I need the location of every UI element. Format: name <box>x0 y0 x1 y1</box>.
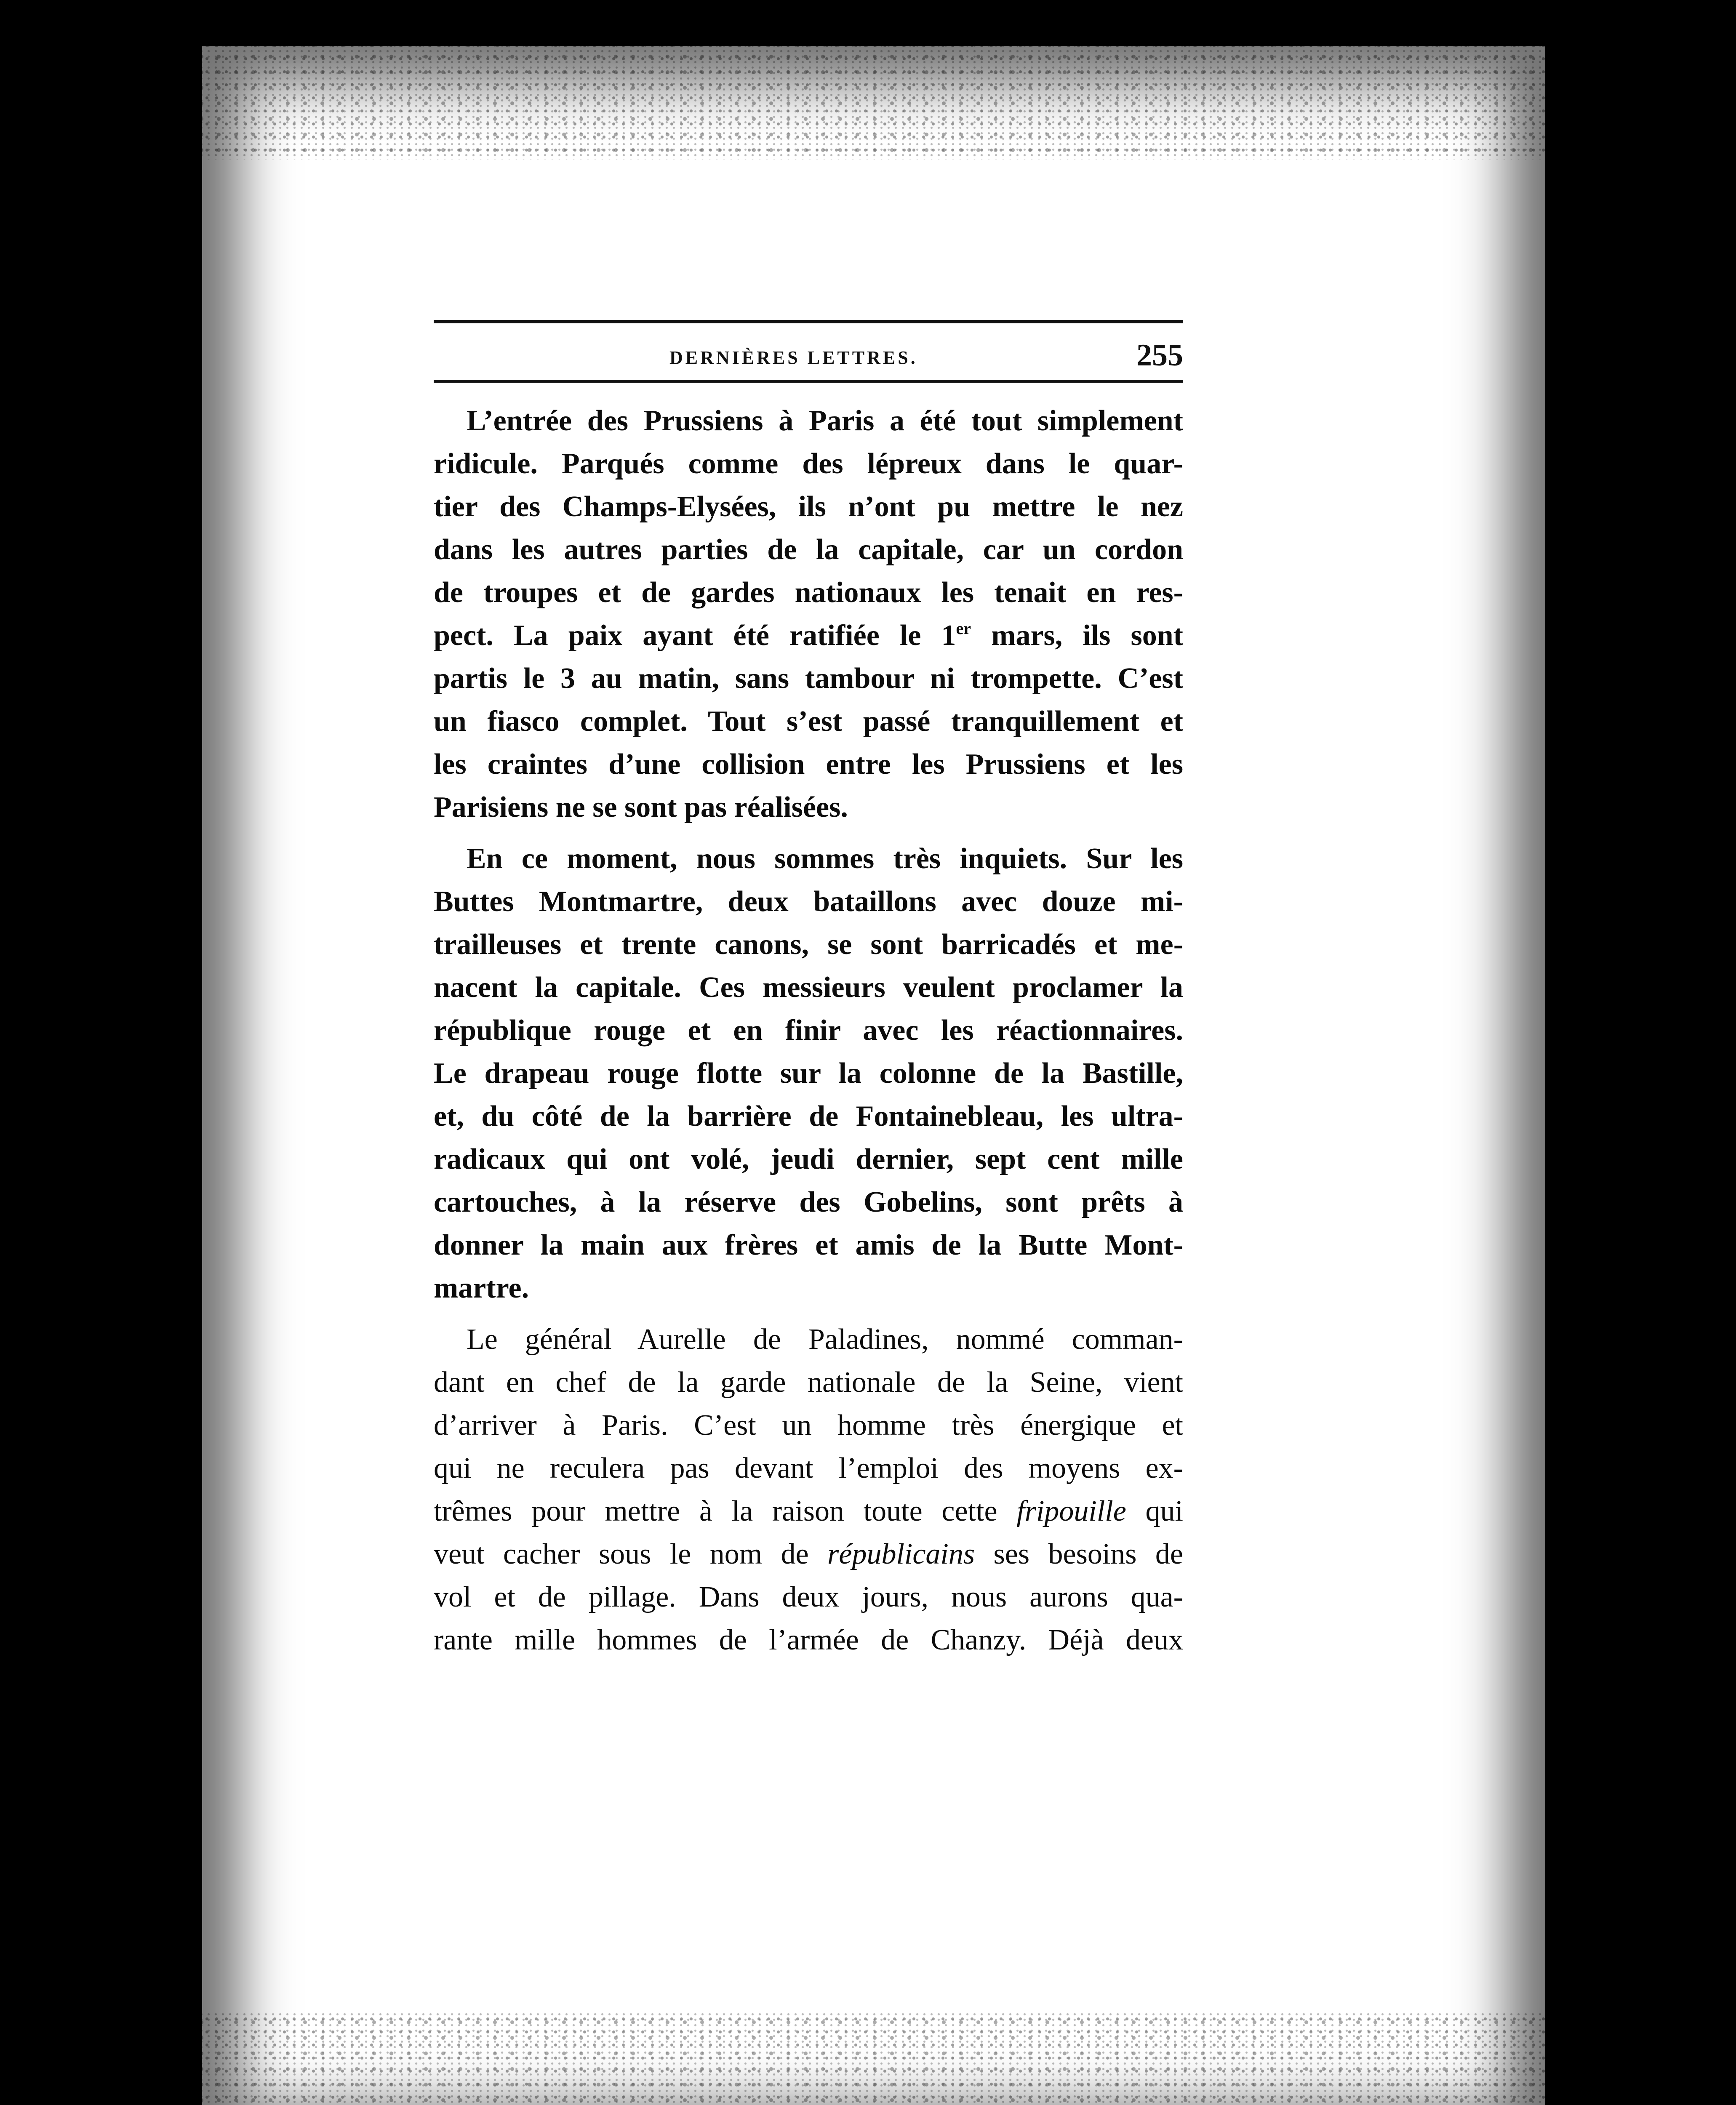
paragraph-2 <box>434 837 1183 1310</box>
text-line: qui ne reculera pas devant l’emploi des moyens ex- <box>434 1452 1183 1484</box>
text-column <box>434 320 1183 1662</box>
text-line: partis le 3 au matin, sans tambour ni trompette. C’est <box>434 662 1183 695</box>
text-line: un fiasco complet. Tout s’est passé tranquillement et <box>434 705 1183 738</box>
text-line: Le général Aurelle de Paladines, nommé comman- <box>467 1323 1183 1356</box>
text-line: Buttes Montmartre, deux bataillons avec douze mi- <box>434 885 1183 918</box>
text-fragment: veut cacher sous le nom de <box>434 1538 828 1570</box>
text-line: martre. <box>434 1272 529 1304</box>
text-line: vol et de pillage. Dans deux jours, nous aurons qua- <box>434 1581 1183 1613</box>
text-fragment: pect. La paix ayant été ratifiée le 1 <box>434 619 956 652</box>
text-line: donner la main aux frères et amis de la Butte Mont- <box>434 1229 1183 1261</box>
page-number: 255 <box>1136 338 1183 373</box>
text-line: les craintes d’une collision entre les Prussiens et les <box>434 748 1183 781</box>
text-line: dant en chef de la garde nationale de la Seine, vient <box>434 1366 1183 1399</box>
header-rule-bottom <box>434 380 1183 383</box>
text-line: cartouches, à la réserve des Gobelins, sont prêts à <box>434 1186 1183 1218</box>
text-line: et, du côté de la barrière de Fontainebleau, les ultra- <box>434 1100 1183 1132</box>
text-line: trailleuses et trente canons, se sont barricadés et me- <box>434 928 1183 961</box>
superscript: er <box>956 619 971 638</box>
italic-word: républicains <box>827 1538 975 1570</box>
scan-noise-bottom <box>202 2012 1545 2105</box>
text-line: L’entrée des Prussiens à Paris a été tout simplement <box>467 405 1183 437</box>
text-line: ridicule. Parqués comme des lépreux dans le quar- <box>434 448 1183 480</box>
text-line <box>434 1490 1183 1533</box>
text-fragment: trêmes pour mettre à la raison toute cette <box>434 1495 1017 1527</box>
paragraph-1 <box>434 400 1183 829</box>
paragraph-3 <box>434 1318 1183 1662</box>
running-head <box>434 338 1183 380</box>
italic-word: fripouille <box>1016 1495 1126 1527</box>
text-line <box>434 1533 1183 1576</box>
text-line: république rouge et en finir avec les réactionnaires. <box>434 1014 1183 1047</box>
header-rule-top <box>434 320 1183 323</box>
text-fragment: mars, ils sont <box>971 619 1183 652</box>
text-line: de troupes et de gardes nationaux les tenait en res- <box>434 576 1183 609</box>
text-fragment: qui <box>1126 1495 1184 1527</box>
text-line: nacent la capitale. Ces messieurs veulent proclamer la <box>434 971 1183 1004</box>
running-title: DERNIÈRES LETTRES. <box>669 347 918 368</box>
text-fragment: ses besoins de <box>975 1538 1184 1570</box>
text-line: Parisiens ne se sont pas réalisées. <box>434 791 848 823</box>
scan-noise-top <box>202 0 1545 160</box>
text-line: Le drapeau rouge flotte sur la colonne de la Bastille, <box>434 1057 1183 1090</box>
text-line: tier des Champs-Elysées, ils n’ont pu mettre le nez <box>434 490 1183 523</box>
text-line <box>434 614 1183 657</box>
text-line: En ce moment, nous sommes très inquiets. Sur les <box>467 842 1183 875</box>
text-line: d’arriver à Paris. C’est un homme très énergique et <box>434 1409 1183 1442</box>
text-line: dans les autres parties de la capitale, car un cordon <box>434 533 1183 566</box>
text-line: radicaux qui ont volé, jeudi dernier, sept cent mille <box>434 1143 1183 1175</box>
text-line: rante mille hommes de l’armée de Chanzy. Déjà deux <box>434 1624 1183 1656</box>
